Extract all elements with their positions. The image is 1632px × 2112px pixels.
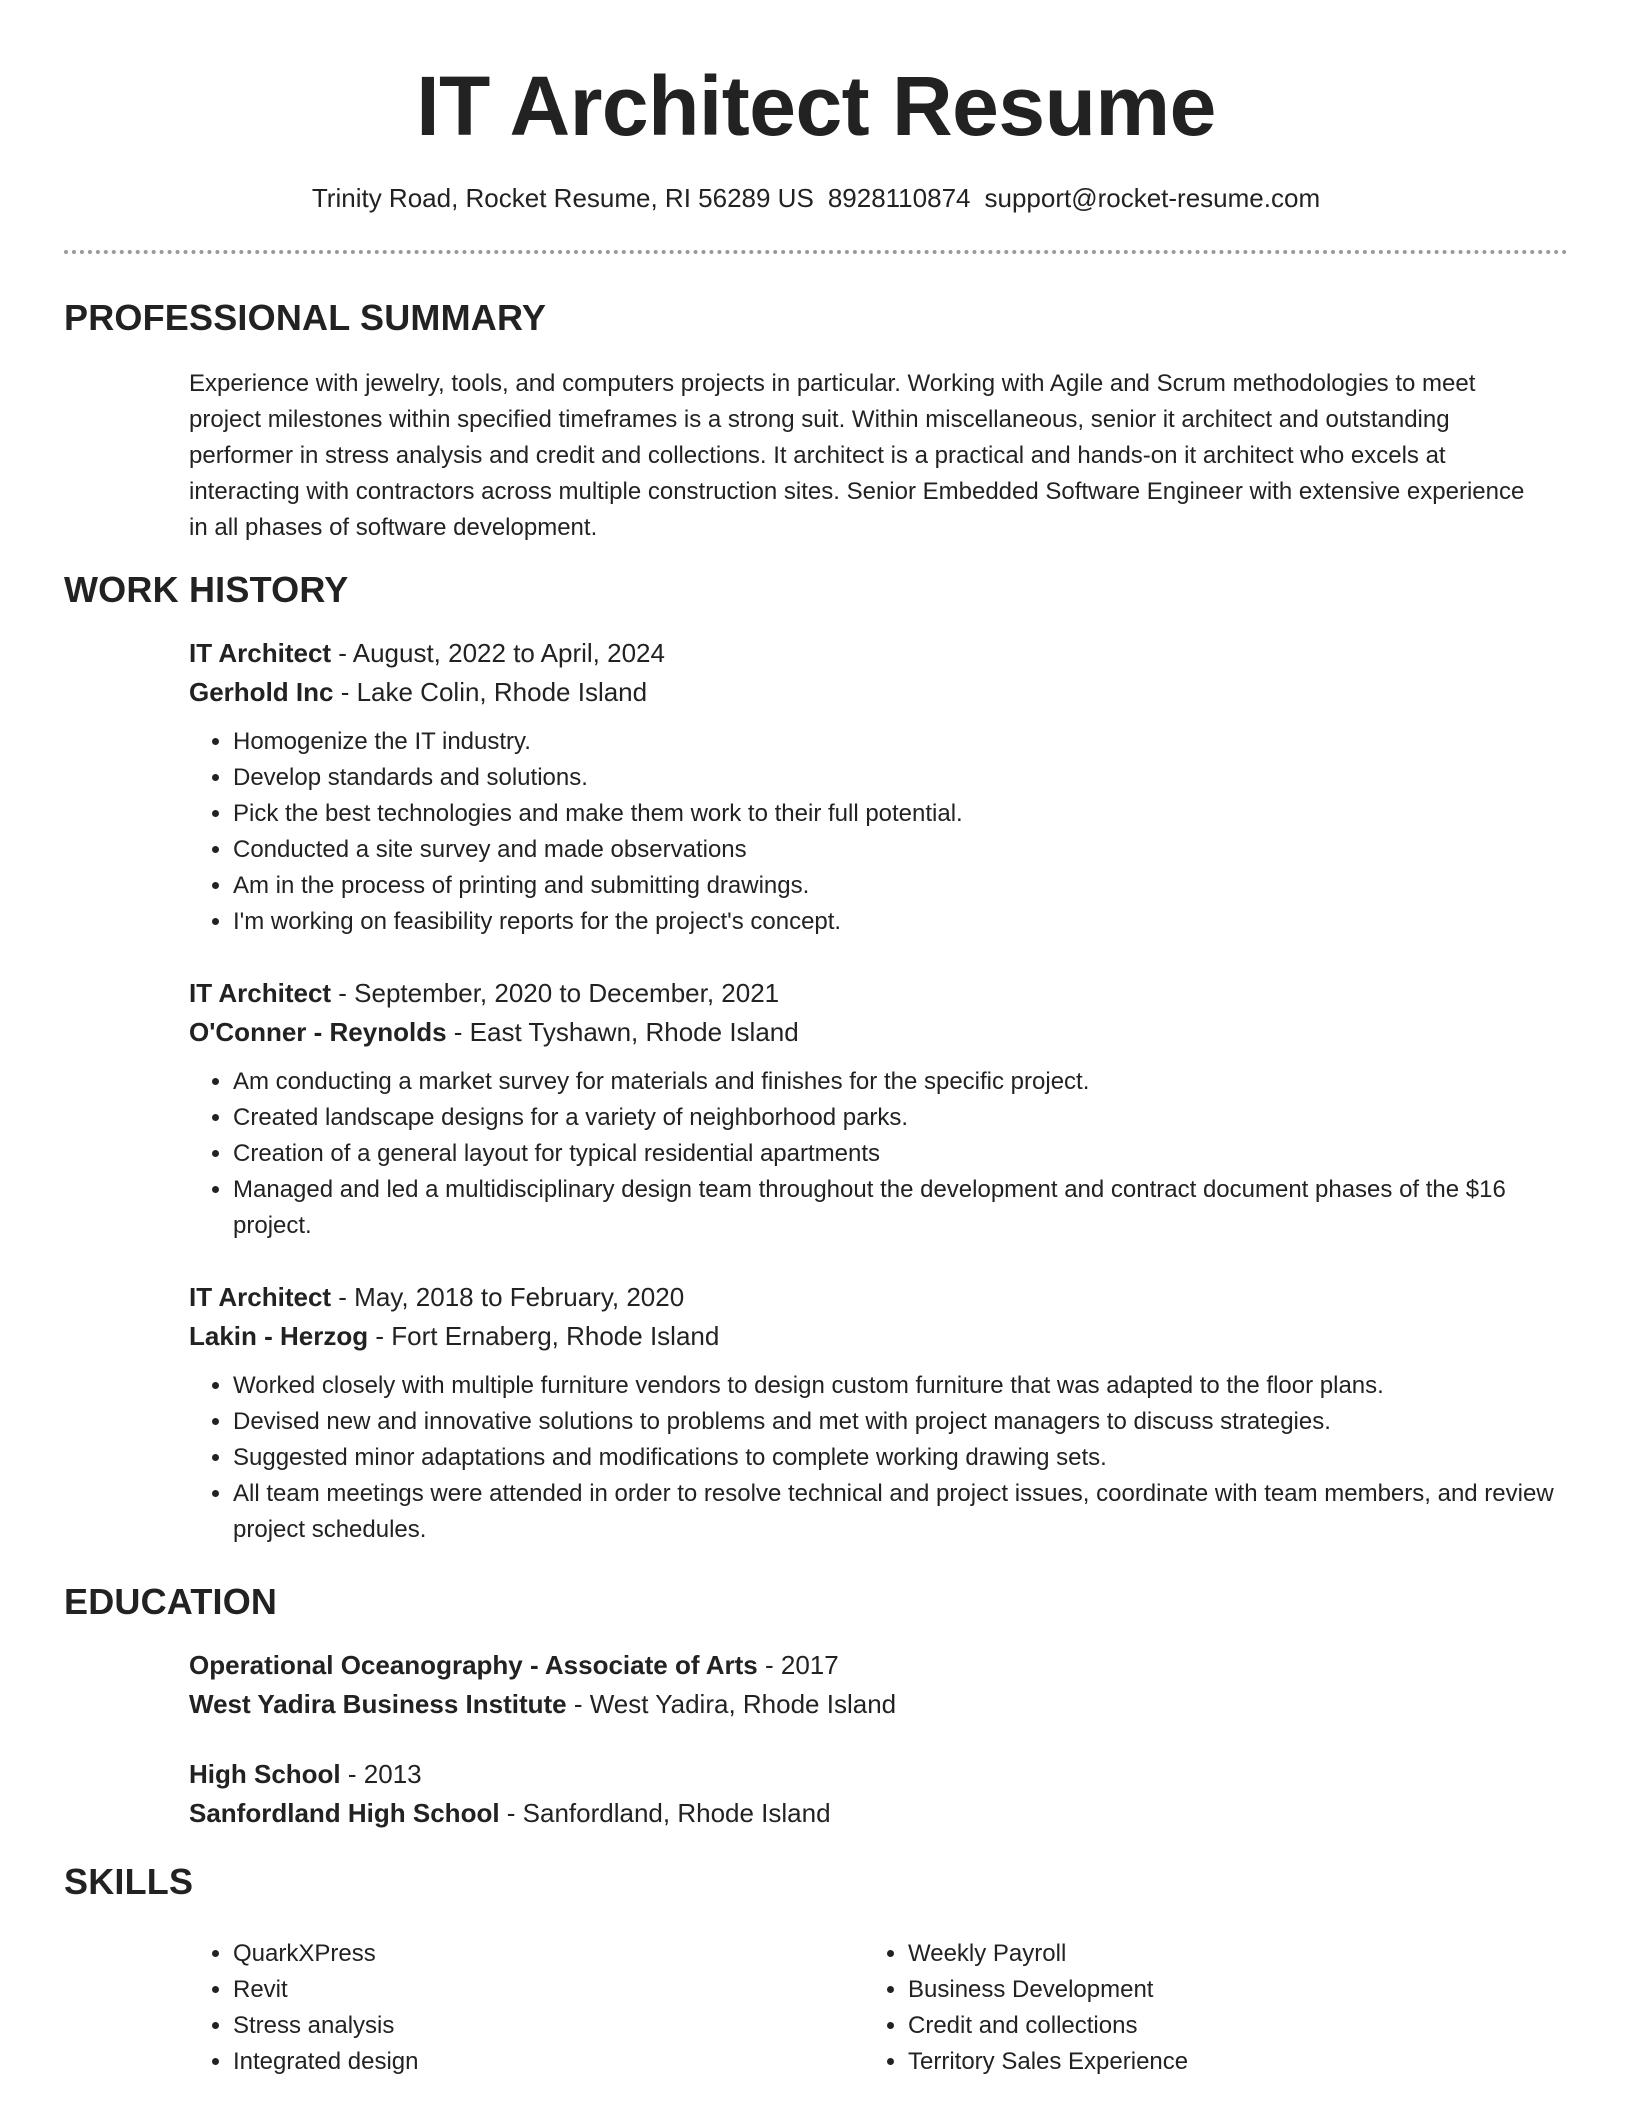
job-bullet: • Conducted a site survey and made observations [233, 832, 1569, 868]
job-company: Gerhold Inc [189, 677, 334, 707]
header-divider [64, 250, 1568, 254]
education-location: - Sanfordland, Rhode Island [499, 1798, 831, 1828]
skill-item: • Territory Sales Experience [908, 2044, 1464, 2080]
section-heading-summary: PROFESSIONAL SUMMARY [64, 297, 547, 338]
job-title: IT Architect [189, 978, 332, 1008]
education-degree-line [189, 1646, 1569, 1685]
education-entry [189, 1755, 1569, 1833]
job-company-line [189, 1317, 1569, 1356]
education-degree: High School [189, 1759, 341, 1789]
contact-phone: 8928110874 [827, 183, 971, 213]
job-company: O'Conner - Reynolds [189, 1017, 447, 1047]
section-heading-work-history: WORK HISTORY [64, 569, 349, 610]
job-bullet: • Homogenize the IT industry. [233, 724, 1569, 760]
education-degree: Operational Oceanography - Associate of Arts [189, 1650, 758, 1680]
contact-address: Trinity Road, Rocket Resume, RI 56289 US [311, 183, 814, 213]
job-title-line [189, 1278, 1569, 1317]
job-company: Lakin - Herzog [189, 1321, 369, 1351]
skill-item: • QuarkXPress [233, 1936, 789, 1972]
job-bullet: • Managed and led a multidisciplinary design team throughout the development and contract document phases of the $16 project. [233, 1172, 1569, 1244]
skill-item: • Revit [233, 1972, 789, 2008]
education-location: - West Yadira, Rhode Island [566, 1689, 897, 1719]
job-bullet: • Am in the process of printing and submitting drawings. [233, 868, 1569, 904]
skill-item: • Stress analysis [233, 2008, 789, 2044]
job-entry [189, 1278, 1569, 1548]
job-bullet: • Am conducting a market survey for materials and finishes for the specific project. [233, 1064, 1569, 1100]
skills-list-left [189, 1936, 789, 2080]
summary-text: Experience with jewelry, tools, and computers projects in particular. Working with Agile and Scrum methodologies to meet project milestones within specified timeframes is a strong suit. Within miscellaneous, senior it architect and outstanding performer in stress analysis and credit and collections. It architect is a practical and hands-on it architect who excels at interacting with contractors across multiple construction sites. Senior Embedded Software Engineer with extensive experience in all phases of software development. [189, 370, 1525, 541]
job-entry [189, 974, 1569, 1244]
job-company-line [189, 1013, 1569, 1052]
job-dates: - May, 2018 to February, 2020 [331, 1282, 685, 1312]
resume-title: IT Architect Resume [416, 59, 1216, 153]
job-dates: - September, 2020 to December, 2021 [331, 978, 780, 1008]
job-bullet: • Creation of a general layout for typical residential apartments [233, 1136, 1569, 1172]
skill-item: • Integrated design [233, 2044, 789, 2080]
education-school: West Yadira Business Institute [189, 1689, 567, 1719]
job-bullet: • Created landscape designs for a variety of neighborhood parks. [233, 1100, 1569, 1136]
job-bullets [189, 724, 1569, 940]
job-location: - Lake Colin, Rhode Island [333, 677, 648, 707]
job-bullets [189, 1368, 1569, 1548]
education-school: Sanfordland High School [189, 1798, 500, 1828]
job-bullet: • All team meetings were attended in order to resolve technical and project issues, coordinate with team members, and review project schedules. [233, 1476, 1569, 1548]
job-title: IT Architect [189, 638, 332, 668]
job-location: - East Tyshawn, Rhode Island [446, 1017, 799, 1047]
job-bullet: • I'm working on feasibility reports for the project's concept. [233, 904, 1569, 940]
education-school-line [189, 1794, 1569, 1833]
job-bullet: • Pick the best technologies and make them work to their full potential. [233, 796, 1569, 832]
section-heading-education: EDUCATION [64, 1581, 278, 1622]
skill-item: • Weekly Payroll [908, 1936, 1464, 1972]
job-title-line [189, 634, 1569, 673]
job-bullet: • Devised new and innovative solutions to problems and met with project managers to discuss strategies. [233, 1404, 1569, 1440]
job-company-line [189, 673, 1569, 712]
job-title-line [189, 974, 1569, 1013]
job-bullets [189, 1064, 1569, 1244]
education-year: - 2013 [340, 1759, 422, 1789]
job-title: IT Architect [189, 1282, 332, 1312]
contact-email: support@rocket-resume.com [984, 183, 1321, 213]
education-degree-line [189, 1755, 1569, 1794]
job-bullet: • Develop standards and solutions. [233, 760, 1569, 796]
skill-item: • Credit and collections [908, 2008, 1464, 2044]
education-entry [189, 1646, 1569, 1724]
education-year: - 2017 [757, 1650, 839, 1680]
job-location: - Fort Ernaberg, Rhode Island [368, 1321, 720, 1351]
section-heading-skills: SKILLS [64, 1861, 194, 1902]
job-dates: - August, 2022 to April, 2024 [331, 638, 665, 668]
skill-item: • Business Development [908, 1972, 1464, 2008]
contact-line [0, 180, 1632, 216]
job-entry [189, 634, 1569, 940]
job-bullet: • Suggested minor adaptations and modifications to complete working drawing sets. [233, 1440, 1569, 1476]
education-school-line [189, 1685, 1569, 1724]
skills-list-right [864, 1936, 1464, 2080]
job-bullet: • Worked closely with multiple furniture vendors to design custom furniture that was adapted to the floor plans. [233, 1368, 1569, 1404]
